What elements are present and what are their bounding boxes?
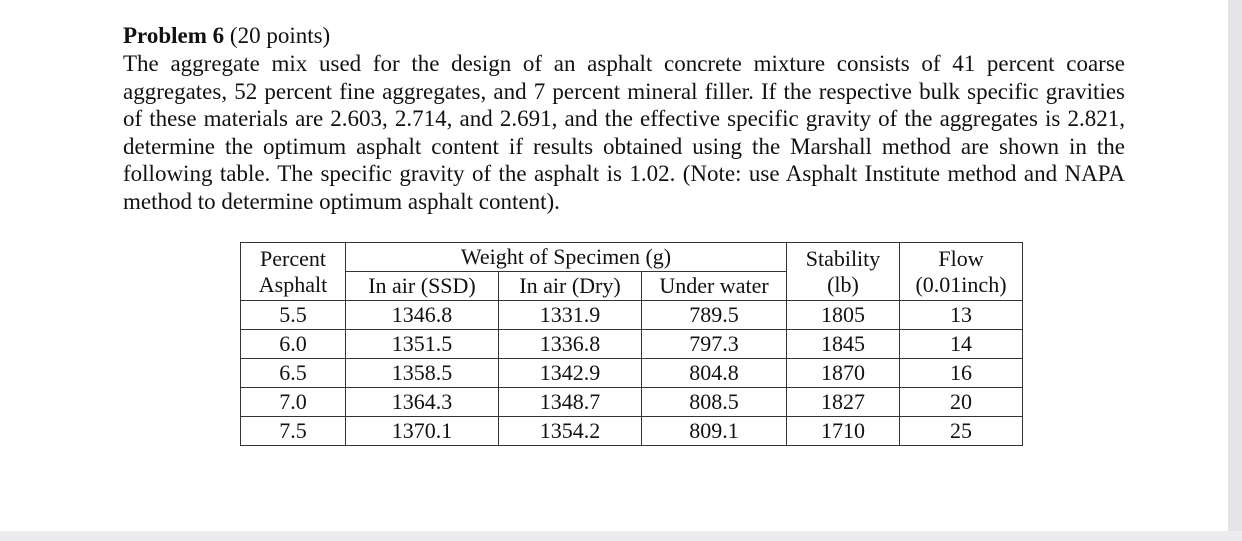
cell-flow: 20 (900, 388, 1023, 417)
table-row (241, 359, 1023, 388)
problem-heading (123, 22, 1125, 50)
cell-percent: 6.5 (241, 359, 346, 388)
cell-under-water: 789.5 (642, 301, 787, 330)
header-stability (787, 243, 900, 301)
cell-flow: 25 (900, 417, 1023, 446)
cell-stability: 1710 (787, 417, 900, 446)
cell-in-air-dry: 1342.9 (499, 359, 642, 388)
cell-in-air-dry: 1331.9 (499, 301, 642, 330)
header-weight-of-specimen: Weight of Specimen (g) (346, 243, 787, 272)
problem-block (123, 22, 1125, 216)
cell-percent: 6.0 (241, 330, 346, 359)
header-flow (900, 243, 1023, 301)
cell-in-air-ssd: 1370.1 (346, 417, 499, 446)
header-flow-line2: (0.01inch) (915, 271, 1007, 297)
cell-under-water: 809.1 (642, 417, 787, 446)
page-edge-right (1228, 0, 1242, 541)
cell-percent: 7.0 (241, 388, 346, 417)
header-under-water: Under water (642, 272, 787, 301)
header-stability-line1: Stability (805, 245, 881, 271)
cell-in-air-dry: 1354.2 (499, 417, 642, 446)
problem-number: Problem 6 (123, 23, 225, 48)
cell-flow: 16 (900, 359, 1023, 388)
cell-in-air-ssd: 1364.3 (346, 388, 499, 417)
cell-in-air-ssd: 1351.5 (346, 330, 499, 359)
table-row (241, 330, 1023, 359)
cell-in-air-ssd: 1358.5 (346, 359, 499, 388)
cell-stability: 1805 (787, 301, 900, 330)
cell-stability: 1845 (787, 330, 900, 359)
table-header-row (241, 243, 1023, 272)
header-stability-line2: (lb) (827, 271, 859, 297)
cell-stability: 1870 (787, 359, 900, 388)
table-row (241, 388, 1023, 417)
cell-flow: 14 (900, 330, 1023, 359)
cell-in-air-dry: 1348.7 (499, 388, 642, 417)
header-percent-asphalt (241, 243, 346, 301)
problem-points: (20 points) (224, 23, 331, 48)
cell-percent: 5.5 (241, 301, 346, 330)
page-edge-bottom (0, 531, 1242, 541)
header-in-air-ssd: In air (SSD) (346, 272, 499, 301)
header-percent-line1: Percent (260, 245, 326, 271)
table-row (241, 417, 1023, 446)
cell-in-air-ssd: 1346.8 (346, 301, 499, 330)
header-percent-line2: Asphalt (258, 271, 328, 297)
cell-under-water: 804.8 (642, 359, 787, 388)
problem-statement: The aggregate mix used for the design of an asphalt concrete mixture consists of 41 percent coarse aggregates, 52 percent fine aggregates, and 7 percent mineral filler. If the respective bulk specific gravities of these materials are 2.603, 2.714, and 2.691, and the effective specific gravity of the aggregates is 2.821, determine the optimum asphalt content if results obtained using the Marshall method are shown in the following table. The specific gravity of the asphalt is 1.02. (Note: use Asphalt Institute method and NAPA method to determine optimum asphalt content). (123, 51, 1125, 214)
cell-flow: 13 (900, 301, 1023, 330)
header-flow-line1: Flow (938, 245, 984, 271)
cell-in-air-dry: 1336.8 (499, 330, 642, 359)
table-row (241, 301, 1023, 330)
cell-percent: 7.5 (241, 417, 346, 446)
cell-stability: 1827 (787, 388, 900, 417)
cell-under-water: 808.5 (642, 388, 787, 417)
cell-under-water: 797.3 (642, 330, 787, 359)
header-in-air-dry: In air (Dry) (499, 272, 642, 301)
marshall-results-table (240, 242, 1023, 446)
